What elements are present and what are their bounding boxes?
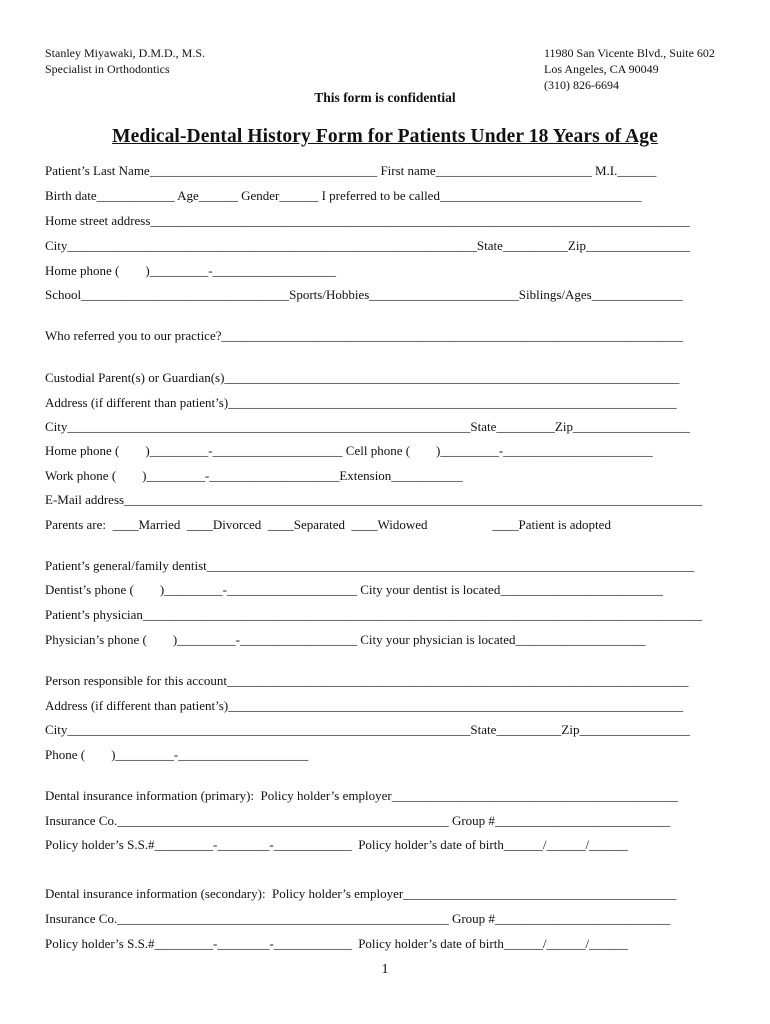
field-email-address[interactable]: E-Mail address_________________________________________________________________________________________ xyxy=(45,492,703,507)
doctor-name: Stanley Miyawaki, D.M.D., M.S. xyxy=(45,46,205,60)
field-city-state-zip[interactable]: City_______________________________________________________________State__________Zip________________ xyxy=(45,238,690,253)
field-physician-phone-city[interactable]: Physician’s phone ( )_________-__________________ City your physician is located____________________ xyxy=(45,632,646,647)
practice-name-block xyxy=(45,45,205,77)
field-parent-address[interactable]: Address (if different than patient’s)_____________________________________________________________________ xyxy=(45,395,677,410)
field-parents-marital-status[interactable]: Parents are: ____Married ____Divorced ____Separated ____Widowed ____Patient is adopted xyxy=(45,517,611,532)
field-home-street-address[interactable]: Home street address___________________________________________________________________________________ xyxy=(45,213,690,228)
field-primary-policy-holder-ssn-dob[interactable]: Policy holder’s S.S.#_________-________-____________ Policy holder’s date of birth______/______/______ xyxy=(45,837,629,852)
practice-address-block xyxy=(544,45,715,93)
field-parent-home-cell-phone[interactable]: Home phone ( )_________-____________________ Cell phone ( )_________-_______________________ xyxy=(45,443,653,458)
field-home-phone[interactable]: Home phone ( )_________-___________________ xyxy=(45,263,337,278)
doctor-specialty: Specialist in Orthodontics xyxy=(45,62,170,76)
field-physician[interactable]: Patient’s physician______________________________________________________________________________________ xyxy=(45,607,702,622)
field-responsible-person[interactable]: Person responsible for this account_______________________________________________________________________ xyxy=(45,673,689,688)
form-title: Medical-Dental History Form for Patients Under 18 Years of Age xyxy=(112,126,658,147)
field-responsible-phone[interactable]: Phone ( )_________-____________________ xyxy=(45,747,309,762)
confidential-notice: This form is confidential xyxy=(314,90,456,105)
field-parent-city-state-zip[interactable]: City______________________________________________________________State_________Zip__________________ xyxy=(45,419,690,434)
field-responsible-address[interactable]: Address (if different than patient’s)______________________________________________________________________ xyxy=(45,698,684,713)
field-custodial-parent[interactable]: Custodial Parent(s) or Guardian(s)______________________________________________________________________ xyxy=(45,370,680,385)
field-birth-date-age-gender[interactable]: Birth date____________ Age______ Gender______ I preferred to be called_______________________________ xyxy=(45,188,642,203)
field-dentist-phone-city[interactable]: Dentist’s phone ( )_________-____________________ City your dentist is located_________________________ xyxy=(45,582,663,597)
field-primary-insurance-employer[interactable]: Dental insurance information (primary): Policy holder’s employer____________________________________________ xyxy=(45,788,678,803)
field-secondary-insurance-employer[interactable]: Dental insurance information (secondary): Policy holder’s employer__________________________________________ xyxy=(45,886,677,901)
field-parent-work-phone[interactable]: Work phone ( )_________-____________________Extension___________ xyxy=(45,468,463,483)
field-family-dentist[interactable]: Patient’s general/family dentist___________________________________________________________________________ xyxy=(45,558,695,573)
field-responsible-city-state-zip[interactable]: City______________________________________________________________State__________Zip_________________ xyxy=(45,722,690,737)
page-number: 1 xyxy=(381,962,389,977)
field-secondary-insurance-company[interactable]: Insurance Co.___________________________________________________ Group #___________________________ xyxy=(45,911,671,926)
practice-phone: (310) 826-6694 xyxy=(544,78,619,92)
field-patient-name[interactable]: Patient’s Last Name___________________________________ First name________________________ M.I.______ xyxy=(45,163,657,178)
field-primary-insurance-company[interactable]: Insurance Co.___________________________________________________ Group #___________________________ xyxy=(45,813,671,828)
field-secondary-policy-holder-ssn-dob[interactable]: Policy holder’s S.S.#_________-________-____________ Policy holder’s date of birth______/______/______ xyxy=(45,936,629,951)
address-street: 11980 San Vicente Blvd., Suite 602 xyxy=(544,46,715,60)
field-school-hobbies-siblings[interactable]: School________________________________Sports/Hobbies_______________________Siblings/Ages______________ xyxy=(45,287,683,302)
address-city: Los Angeles, CA 90049 xyxy=(544,62,659,76)
field-referred-by[interactable]: Who referred you to our practice?_______________________________________________________________________ xyxy=(45,328,683,343)
